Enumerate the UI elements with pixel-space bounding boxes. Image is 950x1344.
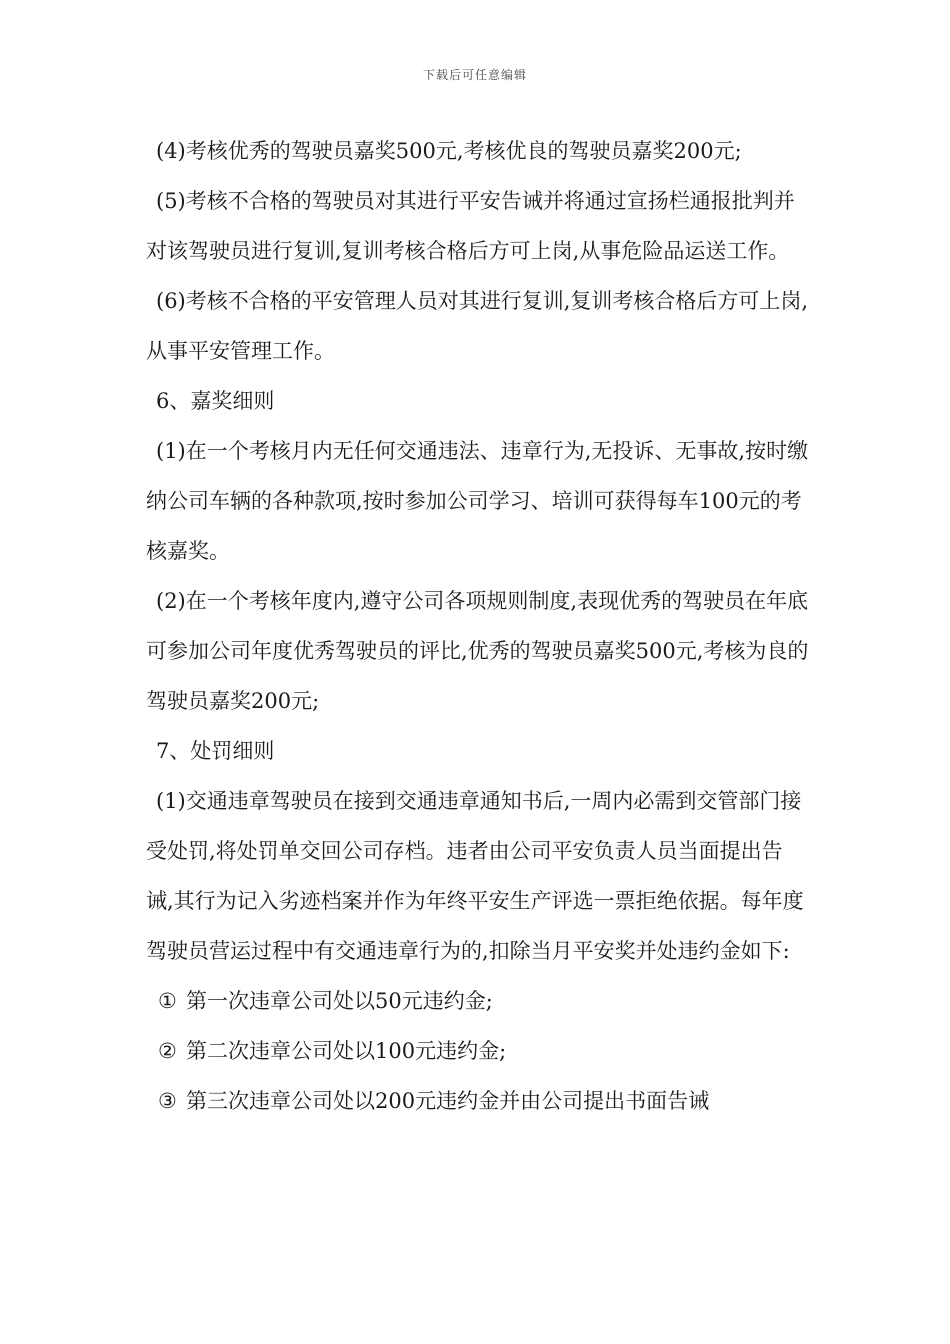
paragraph-4-excellent-reward: (4)考核优秀的驾驶员嘉奖500元,考核优良的驾驶员嘉奖200元;	[156, 139, 742, 163]
document-body	[146, 126, 810, 1126]
list-marker: ②	[158, 1039, 177, 1063]
list-item	[146, 1076, 810, 1126]
paragraph-reward-yearly: (2)在一个考核年度内,遵守公司各项规则制度,表现优秀的驾驶员在年底可参加公司年度优秀驾驶员的评比,优秀的驾驶员嘉奖500元,考核为良的驾驶员嘉奖200元;	[146, 589, 809, 713]
list-marker: ①	[158, 989, 177, 1013]
paragraph-5-unqualified-driver: (5)考核不合格的驾驶员对其进行平安告诫并将通过宣扬栏通报批判并对该驾驶员进行复训,复训考核合格后方可上岗,从事危险品运送工作。	[146, 189, 795, 263]
page-header: 下载后可任意编辑	[422, 68, 527, 82]
section-heading-reward-rules: 6、嘉奖细则	[156, 389, 275, 413]
list-item	[146, 976, 810, 1026]
paragraph-reward-monthly: (1)在一个考核月内无任何交通违法、违章行为,无投诉、无事故,按时缴纳公司车辆的各种款项,按时参加公司学习、培训可获得每车100元的考核嘉奖。	[146, 439, 809, 563]
paragraph-penalty-violation: (1)交通违章驾驶员在接到交通违章通知书后,一周内必需到交管部门接受处罚,将处罚单交回公司存档。违者由公司平安负责人员当面提出告诫,其行为记入劣迹档案并作为年终平安生产评选一票拒绝依据。每年度驾驶员营运过程中有交通违章行为的,扣除当月平安奖并处违约金如下:	[146, 789, 804, 963]
list-item-text: 第一次违章公司处以50元违约金;	[186, 989, 493, 1013]
list-item-text: 第三次违章公司处以200元违约金并由公司提出书面告诫	[186, 1089, 710, 1113]
list-item-text: 第二次违章公司处以100元违约金;	[186, 1039, 507, 1063]
section-heading-penalty-rules: 7、处罚细则	[156, 739, 275, 763]
list-marker: ③	[158, 1089, 177, 1113]
paragraph-6-unqualified-manager: (6)考核不合格的平安管理人员对其进行复训,复训考核合格后方可上岗,从事平安管理工作。	[146, 289, 809, 363]
list-item	[146, 1026, 810, 1076]
